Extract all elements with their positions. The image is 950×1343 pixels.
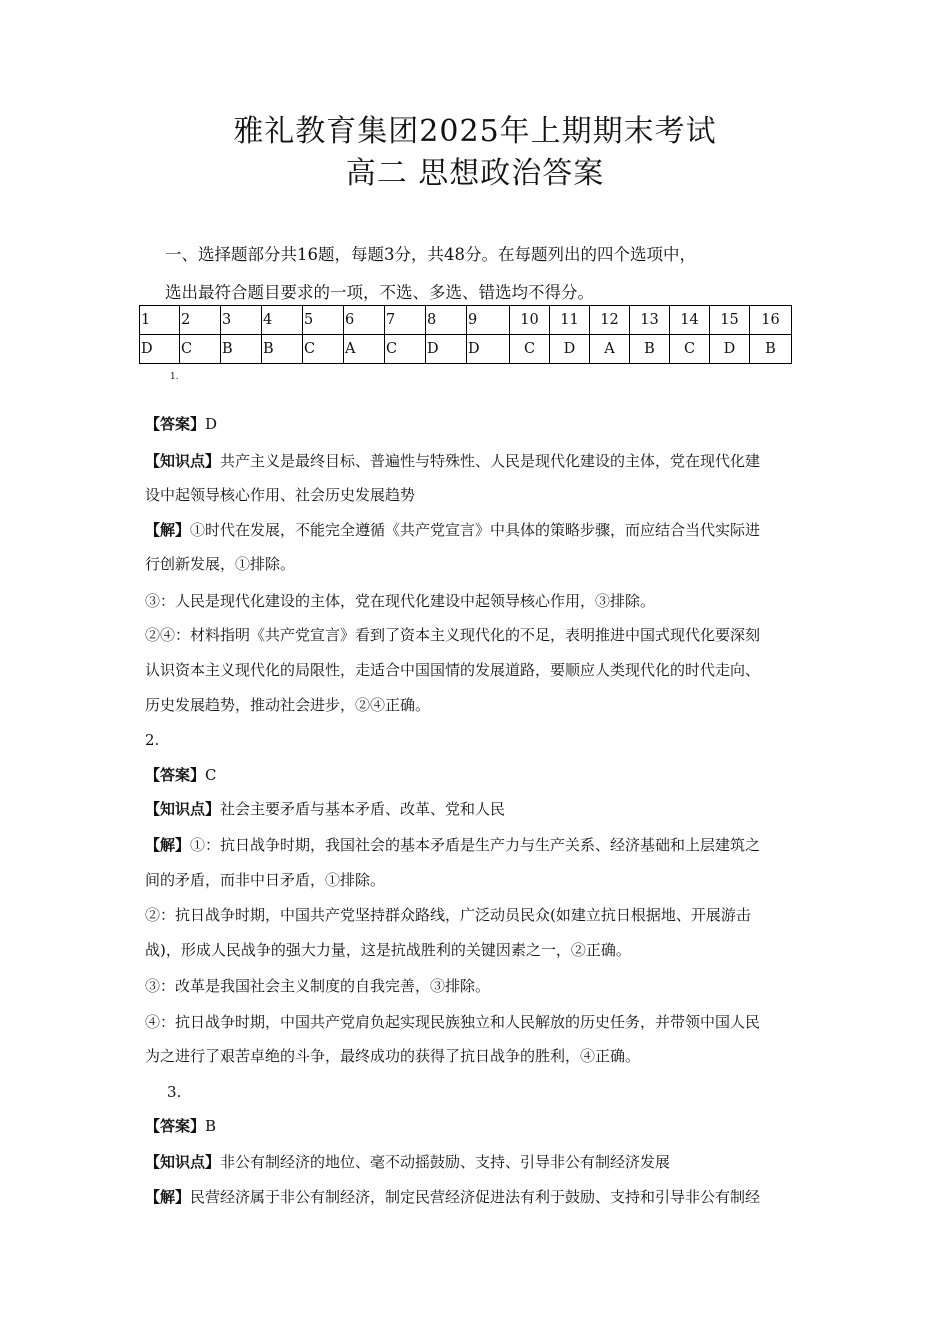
q2-point-4: ④：抗日战争时期，中国共产党肩负起实现民族独立和人民解放的历史任务，并带领中国人民	[145, 1013, 761, 1031]
table-cell: 4	[262, 306, 303, 335]
document-subtitle: 高二 思想政治答案	[345, 156, 605, 191]
question-number-1: 1.	[170, 372, 179, 382]
answer-value: D	[205, 415, 218, 433]
table-cell: C	[303, 335, 344, 364]
document-title: 雅礼教育集团2025年上期期末考试	[233, 114, 717, 149]
q1-point-24: ②④：材料指明《共产党宣言》看到了资本主义现代化的不足，表明推进中国式现代化要深刻	[145, 626, 761, 644]
q2-point-2-cont: 战)，形成人民战争的强大力量，这是抗战胜利的关键因素之一，②正确。	[145, 941, 631, 959]
table-cell: 2	[180, 306, 221, 335]
explanation-text: 民营经济属于非公有制经济，制定民营经济促进法有利于鼓励、支持和引导非公有制经	[190, 1188, 761, 1206]
knowledge-tag: 【知识点】	[145, 1153, 221, 1171]
explanation-tag: 【解】	[145, 1188, 191, 1206]
table-cell: 8	[426, 306, 467, 335]
table-cell: A	[344, 335, 385, 364]
table-cell: C	[670, 335, 710, 364]
knowledge-text: 社会主要矛盾与基本矛盾、改革、党和人民	[220, 800, 506, 818]
table-cell: 10	[510, 306, 550, 335]
table-cell: 16	[750, 306, 792, 335]
table-cell: A	[590, 335, 630, 364]
table-cell: 1	[140, 306, 180, 335]
q2-point-3: ③：改革是我国社会主义制度的自我完善，③排除。	[145, 977, 491, 995]
table-cell: C	[385, 335, 426, 364]
q1-knowledge-point-cont: 设中起领导核心作用、社会历史发展趋势	[145, 486, 416, 504]
q1-point-24-cont: 认识资本主义现代化的局限性，走适合中国国情的发展道路，要顺应人类现代化的时代走向、	[145, 661, 761, 679]
q2-point-2: ②：抗日战争时期，中国共产党坚持群众路线，广泛动员民众(如建立抗日根据地、开展游击	[145, 906, 751, 924]
knowledge-text: 非公有制经济的地位、毫不动摇鼓励、支持、引导非公有制经济发展	[220, 1153, 671, 1171]
q3-answer	[145, 1115, 815, 1137]
table-cell: B	[630, 335, 670, 364]
answer-tag: 【答案】	[145, 766, 206, 784]
table-cell: 14	[670, 306, 710, 335]
table-cell: 7	[385, 306, 426, 335]
answer-value: B	[205, 1117, 217, 1135]
q1-point-24-cont2: 历史发展趋势，推动社会进步，②④正确。	[145, 696, 431, 714]
table-cell: 15	[710, 306, 750, 335]
table-cell: 5	[303, 306, 344, 335]
table-cell: 3	[221, 306, 262, 335]
q1-answer	[145, 413, 815, 435]
explanation-text: ①：抗日战争时期，我国社会的基本矛盾是生产力与生产关系、经济基础和上层建筑之	[190, 836, 761, 854]
table-cell: D	[710, 335, 750, 364]
answer-table-answer-row	[140, 335, 792, 364]
explanation-text: ①时代在发展，不能完全遵循《共产党宣言》中具体的策略步骤，而应结合当代实际进	[190, 521, 761, 539]
table-cell: B	[221, 335, 262, 364]
q2-answer	[145, 764, 815, 786]
table-cell: 11	[550, 306, 590, 335]
question-number-3: 3.	[167, 1083, 182, 1101]
q1-explanation-cont: 行创新发展，①排除。	[145, 555, 296, 573]
knowledge-text: 共产主义是最终目标、普遍性与特殊性、人民是现代化建设的主体，党在现代化建	[220, 452, 761, 470]
q3-knowledge-point	[145, 1151, 815, 1173]
table-cell: 6	[344, 306, 385, 335]
answer-tag: 【答案】	[145, 415, 206, 433]
section-intro-line-2: 选出最符合题目要求的一项，不选、多选、错选均不得分。	[165, 283, 594, 302]
knowledge-tag: 【知识点】	[145, 800, 221, 818]
table-cell: 13	[630, 306, 670, 335]
q2-knowledge-point	[145, 798, 815, 820]
table-cell: D	[550, 335, 590, 364]
table-cell: B	[750, 335, 792, 364]
q1-knowledge-point	[145, 450, 815, 472]
q2-explanation	[145, 834, 815, 856]
table-cell: D	[467, 335, 510, 364]
answer-table-number-row	[140, 306, 792, 335]
table-cell: 12	[590, 306, 630, 335]
answer-table	[139, 305, 792, 364]
table-cell: D	[140, 335, 180, 364]
q1-point-3: ③：人民是现代化建设的主体，党在现代化建设中起领导核心作用，③排除。	[145, 592, 656, 610]
table-cell: C	[180, 335, 221, 364]
explanation-tag: 【解】	[145, 836, 191, 854]
table-cell: D	[426, 335, 467, 364]
table-cell: C	[510, 335, 550, 364]
table-cell: 9	[467, 306, 510, 335]
answer-tag: 【答案】	[145, 1117, 206, 1135]
table-cell: B	[262, 335, 303, 364]
q3-explanation	[145, 1186, 815, 1208]
q2-explanation-cont: 间的矛盾，而非中日矛盾，①排除。	[145, 871, 386, 889]
answer-value: C	[205, 766, 217, 784]
knowledge-tag: 【知识点】	[145, 452, 221, 470]
q1-explanation	[145, 519, 815, 541]
q2-point-4-cont: 为之进行了艰苦卓绝的斗争，最终成功的获得了抗日战争的胜利，④正确。	[145, 1047, 641, 1065]
explanation-tag: 【解】	[145, 521, 191, 539]
section-intro-line-1: 一、选择题部分共16题，每题3分，共48分。在每题列出的四个选项中，	[165, 245, 696, 264]
question-number-2: 2.	[145, 731, 160, 749]
